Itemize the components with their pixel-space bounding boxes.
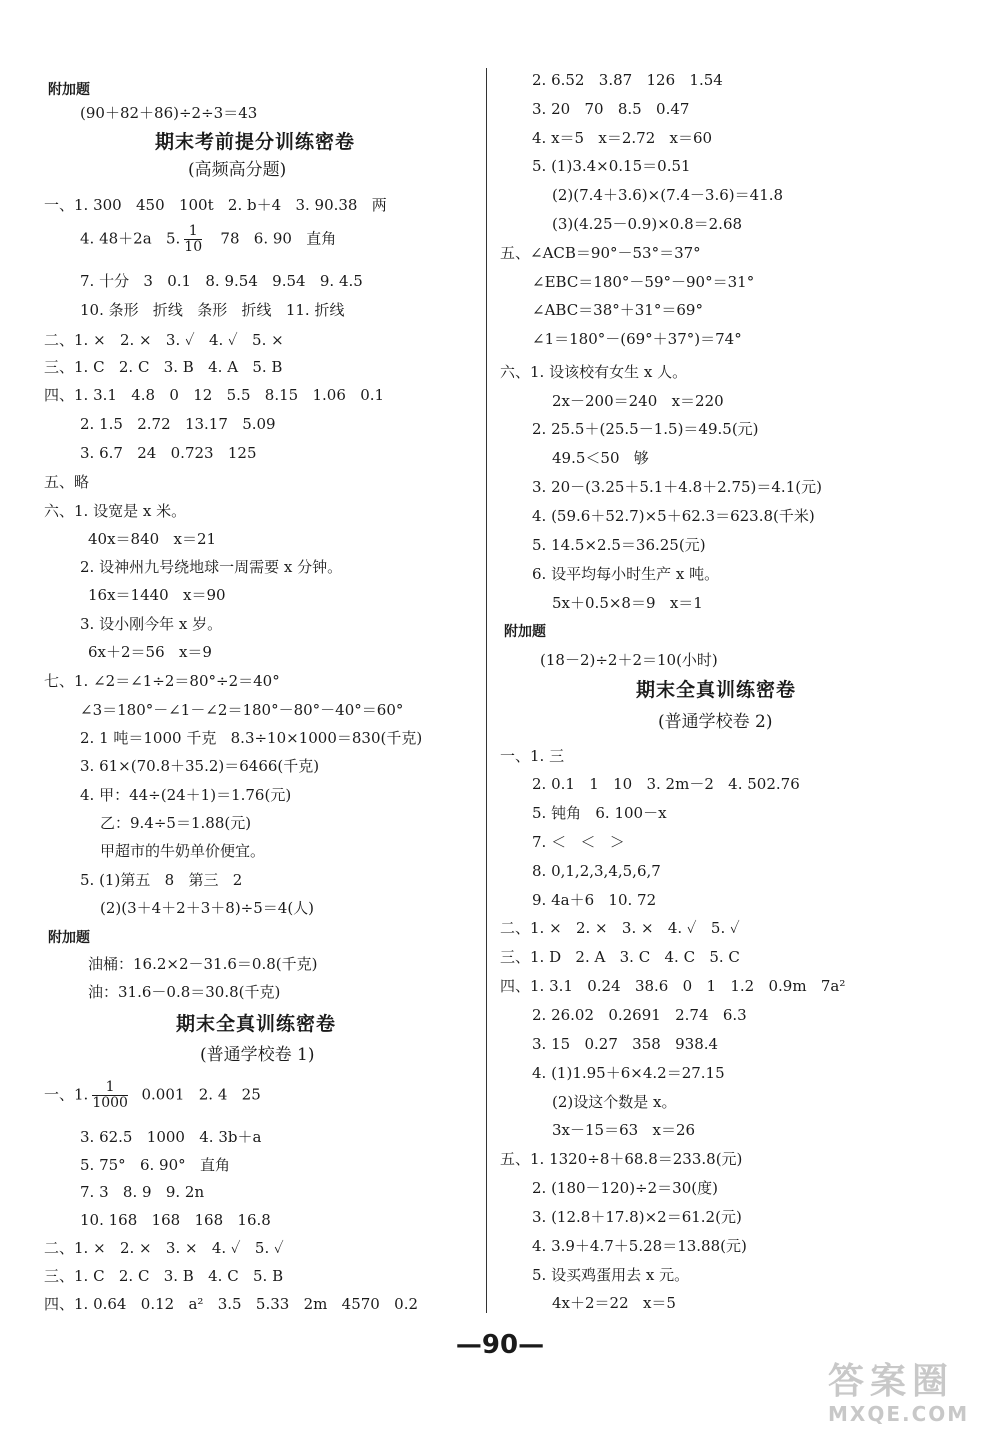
answer-line xyxy=(532,1063,725,1083)
answer-line xyxy=(44,671,280,691)
page-number: —90— xyxy=(455,1330,545,1360)
answer-line xyxy=(532,861,661,881)
answer-text: 6x＋2＝56 x＝9 xyxy=(88,643,212,661)
answer-line xyxy=(80,1127,261,1147)
answer-text: 附加题 xyxy=(48,930,90,946)
answer-text: 三、1. C 2. C 3. B 4. A 5. B xyxy=(44,358,283,376)
answer-text: ∠3＝180°－∠1－∠2＝180°－80°－40°＝60° xyxy=(80,701,404,719)
answer-text: 甲超市的牛奶单价便宜。 xyxy=(100,842,266,860)
bonus-heading xyxy=(48,928,90,948)
answer-line xyxy=(88,585,226,605)
answer-line xyxy=(532,1034,718,1054)
answer-line xyxy=(44,330,284,350)
answer-line xyxy=(44,195,387,215)
answer-line xyxy=(80,1210,271,1230)
answer-text: 二、1. × 2. × 3. ✓ 4. ✓ 5. × xyxy=(44,331,284,349)
answer-text: 4x＋2＝22 x＝5 xyxy=(552,1294,676,1312)
answer-line xyxy=(532,329,742,349)
answer-text: 6. 设平均每小时生产 x 吨。 xyxy=(532,565,720,583)
answer-text: 4. 48＋2a 5. xyxy=(80,229,181,248)
answer-line xyxy=(80,1155,230,1175)
answer-line xyxy=(500,1149,742,1169)
answer-text: 期末考前提分训练密卷 xyxy=(155,131,356,153)
answer-text: 5. (1)第五 8 第三 2 xyxy=(80,871,243,889)
answer-text: 期末全真训练密卷 xyxy=(636,679,797,701)
answer-line xyxy=(80,300,344,320)
answer-text: 10. 条形 折线 条形 折线 11. 折线 xyxy=(80,301,345,319)
answer-line xyxy=(552,391,724,411)
answer-text: 2. 25.5＋(25.5－1.5)＝49.5(元) xyxy=(532,420,759,438)
answer-text: 2x－200＝240 x＝220 xyxy=(552,392,724,410)
answer-text: 期末全真训练密卷 xyxy=(176,1013,337,1035)
answer-line xyxy=(532,1265,689,1285)
answer-text: (2)(3＋4＋2＋3＋8)÷5＝4(人) xyxy=(100,899,315,917)
answer-text: 油：31.6－0.8＝30.8(千克) xyxy=(88,983,281,1001)
answer-line xyxy=(80,414,276,434)
answer-line xyxy=(532,890,656,910)
answer-text: 一、1. 300 450 100t 2. b＋4 3. 90.38 两 xyxy=(44,196,387,214)
answer-text: (90＋82＋86)÷2÷3＝43 xyxy=(80,104,258,122)
answer-text: 3. 6.7 24 0.723 125 xyxy=(80,444,257,462)
answer-text: 一、1. 三 xyxy=(500,747,565,765)
answer-text: 10. 168 168 168 16.8 xyxy=(80,1211,271,1229)
answer-line xyxy=(552,185,783,205)
answer-text: (2)设这个数是 x。 xyxy=(552,1093,677,1111)
answer-line xyxy=(100,898,314,918)
answer-text: 3. 20－(3.25＋5.1＋4.8＋2.75)＝4.1(元) xyxy=(532,478,822,496)
section-title xyxy=(176,1014,336,1034)
answer-line xyxy=(532,272,754,292)
answer-text: (普通学校卷 1) xyxy=(200,1045,315,1065)
answer-text: 四、1. 0.64 0.12 a² 3.5 5.33 2m 4570 0.2 xyxy=(44,1295,419,1313)
answer-text: 5x＋0.5×8＝9 x＝1 xyxy=(552,594,703,612)
answer-text: 3. (12.8＋17.8)×2＝61.2(元) xyxy=(532,1208,742,1226)
section-title xyxy=(155,132,355,152)
answer-line xyxy=(80,728,422,748)
answer-line xyxy=(552,214,742,234)
fraction-denominator: 1000 xyxy=(92,1095,128,1111)
answer-line xyxy=(532,803,667,823)
section-subtitle xyxy=(658,712,772,732)
watermark-title: 答案圈 xyxy=(828,1361,955,1402)
answer-text: 2. (180－120)÷2＝30(度) xyxy=(532,1179,718,1197)
answer-line xyxy=(88,642,212,662)
answer-line xyxy=(500,976,845,996)
answer-text: 四、1. 3.1 4.8 0 12 5.5 8.15 1.06 0.1 xyxy=(44,386,385,404)
answer-text: 五、略 xyxy=(44,473,90,491)
answer-text: 一、1. xyxy=(44,1085,89,1104)
answer-line xyxy=(80,557,342,577)
answer-line xyxy=(44,1294,418,1314)
section-title xyxy=(636,680,796,700)
fraction-numerator: 1 xyxy=(92,1080,128,1096)
answer-line xyxy=(44,472,89,492)
answer-text: 附加题 xyxy=(504,624,546,640)
answer-line xyxy=(80,443,257,463)
answer-text: (18－2)÷2＋2＝10(小时) xyxy=(540,651,718,669)
answer-line xyxy=(532,477,822,497)
answer-text: 3. 62.5 1000 4. 3b＋a xyxy=(80,1128,262,1146)
answer-text: 3. 设小刚今年 x 岁。 xyxy=(80,615,223,633)
answer-text: 16x＝1440 x＝90 xyxy=(88,586,226,604)
answer-text: 7. ＜ ＜ ＞ xyxy=(532,833,625,851)
answer-text: (高频高分题) xyxy=(188,160,287,180)
answer-line xyxy=(532,1236,747,1256)
answer-line xyxy=(80,870,242,890)
answer-text: 7. 十分 3 0.1 8. 9.54 9.54 9. 4.5 xyxy=(80,272,363,290)
answer-line xyxy=(100,813,251,833)
answer-text: 2. 1.5 2.72 13.17 5.09 xyxy=(80,415,276,433)
answer-text: 4. x＝5 x＝2.72 x＝60 xyxy=(532,129,713,147)
answer-line xyxy=(500,918,740,938)
answer-text: 五、∠ACB＝90°－53°＝37° xyxy=(500,244,701,262)
answer-text: 2. 26.02 0.2691 2.74 6.3 xyxy=(532,1006,747,1024)
answer-line xyxy=(532,300,703,320)
answer-line xyxy=(88,529,216,549)
answer-line xyxy=(80,103,257,123)
fraction xyxy=(184,224,202,255)
answer-line xyxy=(532,506,815,526)
answer-text: 二、1. × 2. × 3. × 4. ✓ 5. ✓ xyxy=(44,1239,284,1257)
answer-text: 3. 15 0.27 358 938.4 xyxy=(532,1035,719,1053)
answer-line xyxy=(532,99,689,119)
answer-line xyxy=(552,1092,676,1112)
answer-line xyxy=(552,593,703,613)
answer-text: 5. 设买鸡蛋用去 x 元。 xyxy=(532,1266,690,1284)
watermark-logo xyxy=(828,1362,988,1438)
answer-text: 附加题 xyxy=(48,82,90,98)
bonus-heading xyxy=(504,622,546,642)
answer-text: 8. 0,1,2,3,4,5,6,7 xyxy=(532,862,661,880)
answer-text: 油桶：16.2×2－31.6＝0.8(千克) xyxy=(88,955,318,973)
answer-line xyxy=(532,156,691,176)
answer-line xyxy=(80,700,403,720)
answer-line xyxy=(80,224,336,255)
answer-text: 2. 6.52 3.87 126 1.54 xyxy=(532,71,723,89)
answer-text: 5. 75° 6. 90° 直角 xyxy=(80,1156,230,1174)
answer-text: (2)(7.4＋3.6)×(7.4－3.6)＝41.8 xyxy=(552,186,784,204)
section-subtitle xyxy=(188,160,286,180)
answer-text: 5. (1)3.4×0.15＝0.51 xyxy=(532,157,691,175)
answer-text: ∠EBC＝180°－59°－90°＝31° xyxy=(532,273,755,291)
answer-line xyxy=(552,1120,695,1140)
fraction-denominator: 10 xyxy=(184,239,203,255)
answer-text: 4. (1)1.95＋6×4.2＝27.15 xyxy=(532,1064,725,1082)
answer-line xyxy=(44,1266,283,1286)
answer-line xyxy=(532,1005,747,1025)
answer-line xyxy=(500,362,687,382)
answer-line xyxy=(500,746,564,766)
fraction xyxy=(92,1080,128,1111)
answer-text: 4. (59.6＋52.7)×5＋62.3＝623.8(千米) xyxy=(532,507,815,525)
section-subtitle xyxy=(200,1045,314,1065)
answer-text: ∠1＝180°－(69°＋37°)＝74° xyxy=(532,330,742,348)
answer-line xyxy=(80,756,319,776)
answer-line xyxy=(532,535,706,555)
answer-text: 乙：9.4÷5＝1.88(元) xyxy=(100,814,252,832)
answer-line xyxy=(100,841,265,861)
answer-line xyxy=(552,448,649,468)
answer-text: 49.5＜50 够 xyxy=(552,449,649,467)
answer-line xyxy=(500,243,701,263)
answer-text-after: 78 6. 90 直角 xyxy=(206,229,337,248)
answer-line xyxy=(532,1207,742,1227)
answer-text: (普通学校卷 2) xyxy=(658,712,773,732)
fraction-numerator: 1 xyxy=(184,224,202,240)
answer-text: 六、1. 设宽是 x 米。 xyxy=(44,502,187,520)
answer-line xyxy=(532,564,719,584)
watermark-url: MXQE.COM xyxy=(828,1402,970,1426)
answer-line xyxy=(532,832,625,852)
answer-text: 40x＝840 x＝21 xyxy=(88,530,217,548)
answer-line xyxy=(532,128,712,148)
answer-text: 3. 20 70 8.5 0.47 xyxy=(532,100,690,118)
answer-line xyxy=(44,1080,261,1111)
answer-line xyxy=(80,614,222,634)
answer-line xyxy=(44,357,282,377)
answer-line xyxy=(44,385,384,405)
answer-text: ∠ABC＝38°＋31°＝69° xyxy=(532,301,703,319)
answer-text: 3x－15＝63 x＝26 xyxy=(552,1121,696,1139)
answer-line xyxy=(540,650,718,670)
answer-text: 2. 0.1 1 10 3. 2m－2 4. 502.76 xyxy=(532,775,800,793)
answer-text: 二、1. × 2. × 3. × 4. ✓ 5. ✓ xyxy=(500,919,740,937)
answer-line xyxy=(44,1238,284,1258)
answer-line xyxy=(88,982,280,1002)
answer-text: 六、1. 设该校有女生 x 人。 xyxy=(500,363,688,381)
column-divider xyxy=(486,68,487,1313)
answer-line xyxy=(80,271,363,291)
answer-text: 5. 14.5×2.5＝36.25(元) xyxy=(532,536,706,554)
answer-text: 9. 4a＋6 10. 72 xyxy=(532,891,657,909)
answer-text: (3)(4.25－0.9)×0.8＝2.68 xyxy=(552,215,743,233)
answer-line xyxy=(532,70,723,90)
answer-text: 七、1. ∠2＝∠1÷2＝80°÷2＝40° xyxy=(44,672,280,690)
answer-line xyxy=(80,1182,204,1202)
answer-text: 4. 甲：44÷(24＋1)＝1.76(元) xyxy=(80,786,292,804)
answer-line xyxy=(44,501,186,521)
answer-text-after: 0.001 2. 4 25 xyxy=(131,1085,261,1104)
answer-text: 五、1. 1320÷8＋68.8＝233.8(元) xyxy=(500,1150,743,1168)
bonus-heading xyxy=(48,80,90,100)
answer-line xyxy=(532,1178,718,1198)
answer-text: 四、1. 3.1 0.24 38.6 0 1 1.2 0.9m 7a² xyxy=(500,977,846,995)
answer-line xyxy=(532,419,759,439)
answer-text: 5. 钝角 6. 100－x xyxy=(532,804,667,822)
answer-line xyxy=(88,954,317,974)
answer-text: 7. 3 8. 9 9. 2n xyxy=(80,1183,205,1201)
answer-text: 3. 61×(70.8＋35.2)＝6466(千克) xyxy=(80,757,320,775)
answer-text: 2. 设神州九号绕地球一周需要 x 分钟。 xyxy=(80,558,343,576)
answer-line xyxy=(500,947,740,967)
answer-text: 4. 3.9＋4.7＋5.28＝13.88(元) xyxy=(532,1237,747,1255)
answer-text: 三、1. C 2. C 3. B 4. C 5. B xyxy=(44,1267,284,1285)
answer-text: 2. 1 吨＝1000 千克 8.3÷10×1000＝830(千克) xyxy=(80,729,423,747)
answer-text: 三、1. D 2. A 3. C 4. C 5. C xyxy=(500,948,740,966)
answer-line xyxy=(80,785,291,805)
answer-line xyxy=(532,774,800,794)
answer-line xyxy=(552,1293,676,1313)
